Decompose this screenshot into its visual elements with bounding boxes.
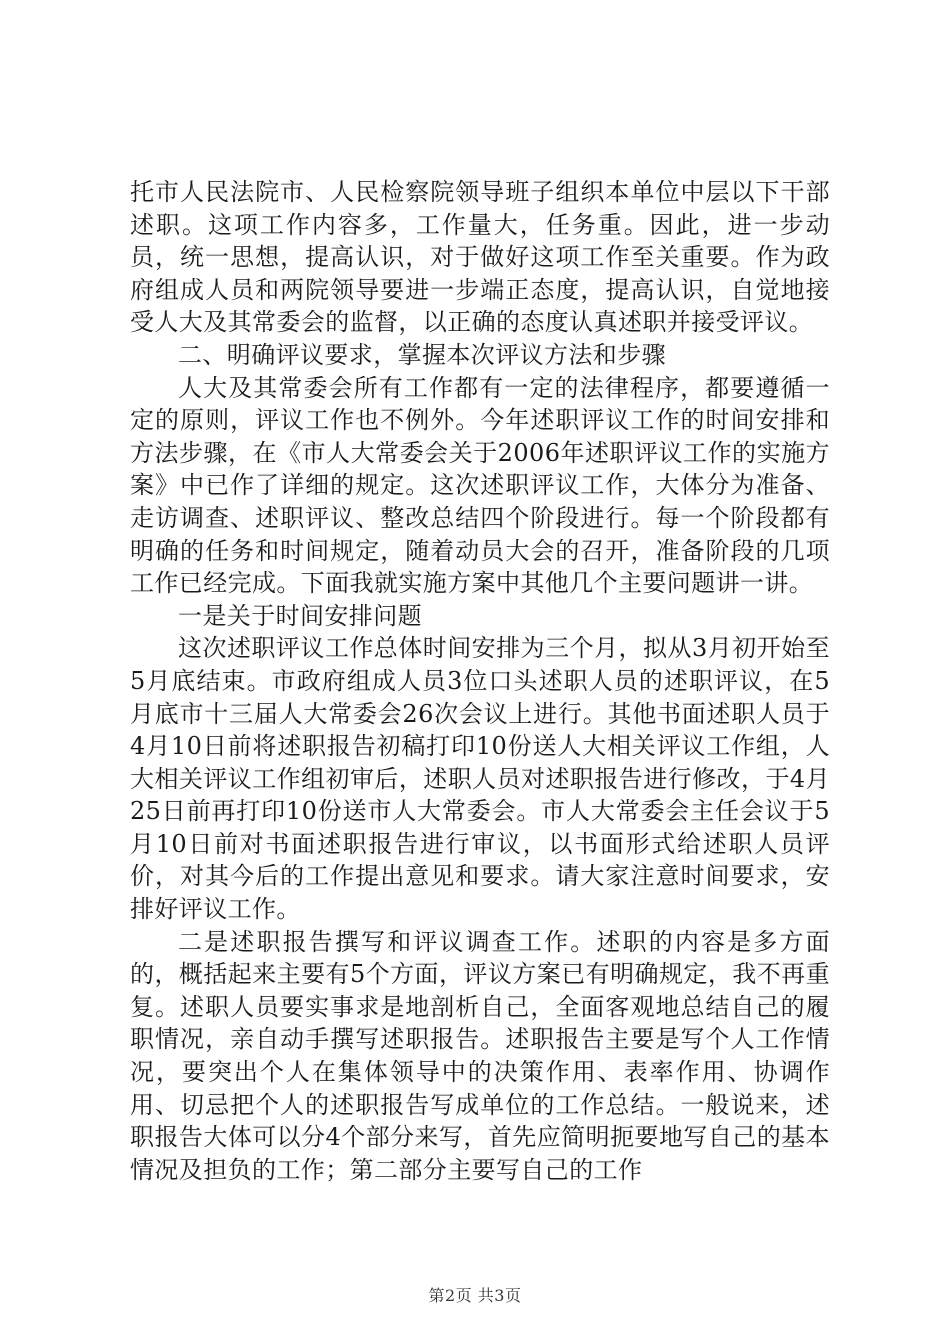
paragraph-continuation: 托市人民法院市、人民检察院领导班子组织本单位中层以下干部述职。这项工作内容多，工作量大，任务重。因此，进一步动员，统一思想，提高认识，对于做好这项工作至关重要。作为政府组成人员和两院领导要进一步端正态度，提高认识，自觉地接受人大及其常委会的监督，以正确的态度认真述职并接受评议。: [130, 178, 830, 337]
document-body: [130, 176, 830, 1186]
paragraph-report-writing: 二是述职报告撰写和评议调查工作。述职的内容是多方面的，概括起来主要有5个方面，评议方案已有明确规定，我不再重复。述职人员要实事求是地剖析自己，全面客观地总结自己的履职情况，亲自动手撰写述职报告。述职报告主要是写个人工作情况，要突出个人在集体领导中的决策作用、表率作用、协调作用、切忌把个人的述职报告写成单位的工作总结。一般说来，述职报告大体可以分4个部分来写，首先应简明扼要地写自己的基本情况及担负的工作；第二部分主要写自己的工作: [130, 927, 830, 1184]
page-footer: 第2页 共3页: [428, 1286, 522, 1305]
paragraph-evaluation-procedure: 人大及其常委会所有工作都有一定的法律程序，都要遵循一定的原则，评议工作也不例外。今年述职评议工作的时间安排和方法步骤，在《市人大常委会关于2006年述职评议工作的实施方案》中已作了详细的规定。这次述职评议工作，大体分为准备、走访调查、述职评议、整改总结四个阶段进行。每一个阶段都有明确的任务和时间规定，随着动员大会的召开，准备阶段的几项工作已经完成。下面我就实施方案中其他几个主要问题讲一讲。: [130, 373, 830, 598]
paragraph-time-arrangement: 这次述职评议工作总体时间安排为三个月，拟从3月初开始至5月底结束。市政府组成人员3位口头述职人员的述职评议，在5月底市十三届人大常委会26次会议上进行。其他书面述职人员于4月10日前将述职报告初稿打印10份送人大相关评议工作组，人大相关评议工作组初审后，述职人员对述职报告进行修改，于4月25日前再打印10份送市人大常委会。市人大常委会主任会议于5月10日前对书面述职报告进行审议，以书面形式给述职人员评价，对其今后的工作提出意见和要求。请大家注意时间要求，安排好评议工作。: [130, 634, 830, 924]
section-heading: 二、明确评议要求，掌握本次评议方法和步骤: [178, 340, 666, 369]
subheading-time-arrangement: 一是关于时间安排问题: [178, 601, 422, 630]
